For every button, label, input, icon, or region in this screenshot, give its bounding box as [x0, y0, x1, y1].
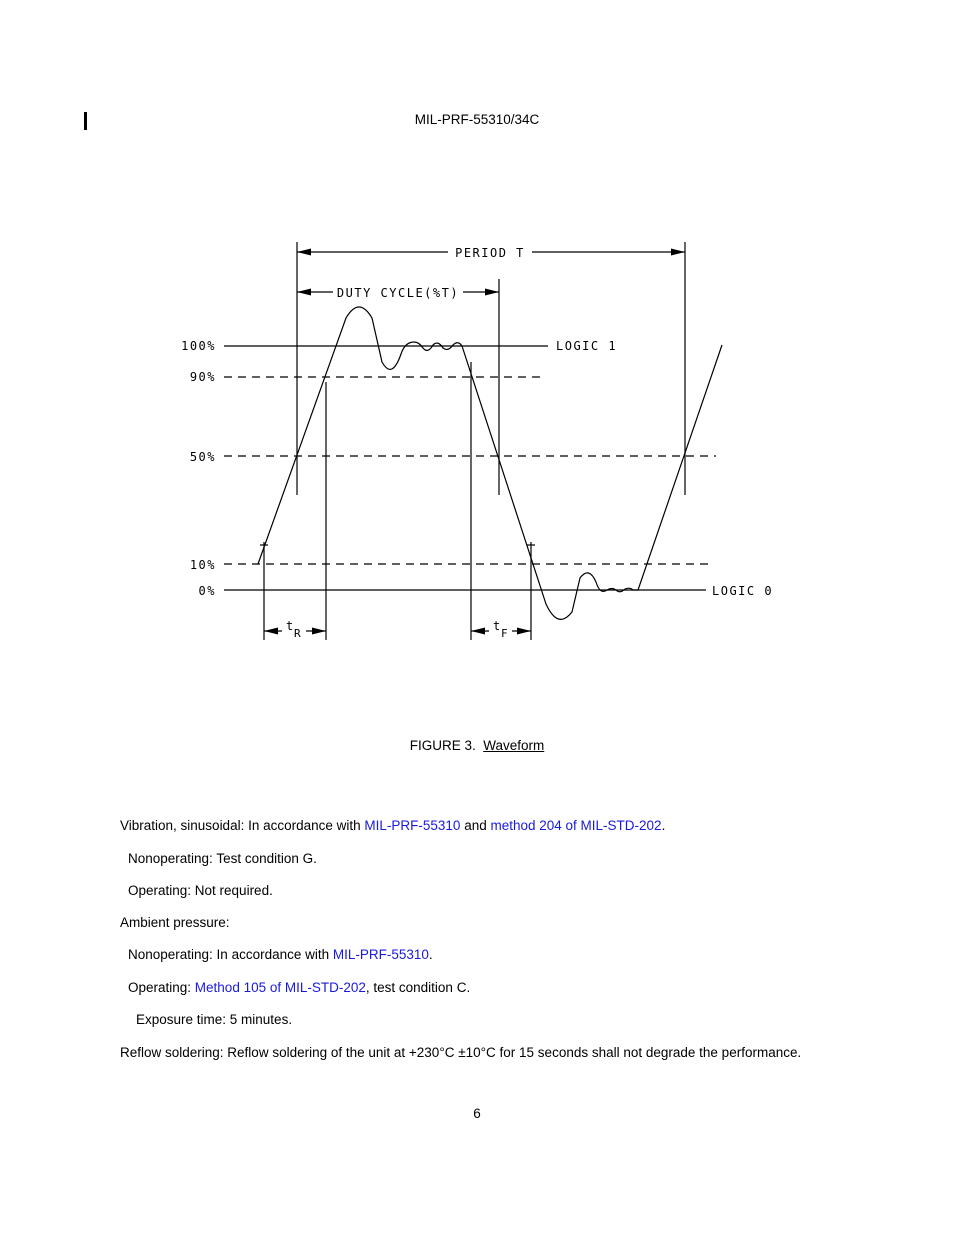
rise-time-sub: R [294, 627, 303, 640]
duty-cycle-label: DUTY CYCLE(%T) [336, 286, 460, 300]
link-mil-prf-55310[interactable]: MIL-PRF-55310 [364, 818, 461, 833]
ambient-nonoperating: Nonoperating: In accordance with MIL-PRF-55310. [128, 947, 433, 962]
vibration-operating: Operating: Not required. [128, 883, 273, 898]
fall-time-t: t [493, 619, 502, 633]
level-90-label: 90% [189, 370, 216, 384]
ambient-pressure-heading: Ambient pressure: [120, 915, 230, 930]
level-100-label: 100% [181, 339, 216, 353]
period-label: PERIOD T [455, 246, 525, 260]
fall-time-sub: F [501, 627, 510, 640]
vibration-nonoperating: Nonoperating: Test condition G. [128, 851, 317, 866]
level-50-label: 50% [189, 450, 216, 464]
logic0-label: LOGIC 0 [712, 584, 774, 598]
ambient-operating: Operating: Method 105 of MIL-STD-202, test condition C. [128, 980, 471, 995]
waveform-trace [258, 307, 722, 619]
document-id: MIL-PRF-55310/34C [414, 112, 540, 127]
logic1-label: LOGIC 1 [556, 339, 618, 353]
link-method-105[interactable]: Method 105 of MIL-STD-202 [194, 980, 366, 995]
exposure-time: Exposure time: 5 minutes. [136, 1012, 293, 1027]
link-mil-prf-55310-2[interactable]: MIL-PRF-55310 [332, 947, 429, 962]
page-number: 6 [473, 1106, 481, 1121]
reflow-soldering: Reflow soldering: Reflow soldering of the unit at +230°C ±10°C for 15 seconds shall not degrade the performance. [120, 1045, 802, 1060]
caption-title: Waveform [483, 738, 545, 753]
rise-time-t: t [286, 619, 295, 633]
link-method-204[interactable]: method 204 of MIL-STD-202 [490, 818, 662, 833]
caption-prefix: FIGURE 3. [409, 738, 476, 753]
level-0-label: 0% [198, 584, 216, 598]
level-10-label: 10% [189, 558, 216, 572]
figure-caption [0, 738, 954, 753]
vibration-paragraph: Vibration, sinusoidal: In accordance with MIL-PRF-55310 and method 204 of MIL-STD-202. [120, 818, 666, 833]
